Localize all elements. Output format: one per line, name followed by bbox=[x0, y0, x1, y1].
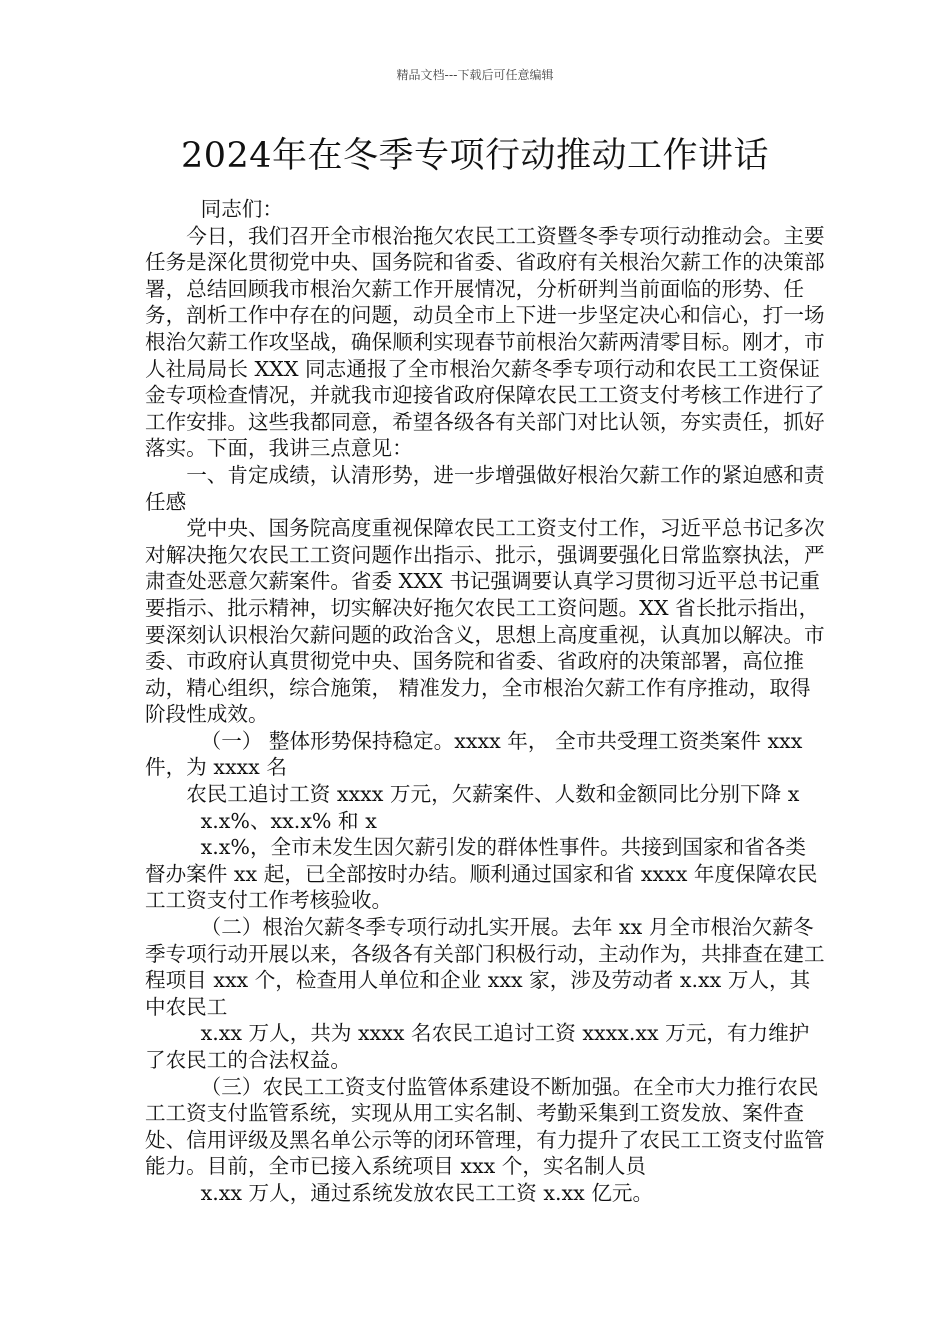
paragraph-background: 党中央、国务院高度重视保障农民工工资支付工作，习近平总书记多次对解决拖欠农民工工资问题作出指示、批示，强调要强化日常监察执法，严肃查处恶意欠薪案件。省委 XXX 书记强调要认真学习贯彻习近平总书记重要指示、批示精神，切实解决好拖欠农民工工资问题。XX 省长批示指出，要深刻认识根治欠薪问题的政治含义，思想上高度重视，认真加以解决。市委、市政府认真贯彻党中央、国务院和省委、省政府的决策部署，高位推动，精心组织，综合施策， 精准发力，全市根治欠薪工作有序推动，取得阶段性成效。 bbox=[145, 516, 825, 727]
paragraph-fragment: x.x%，全市未发生因欠薪引发的群体性事件。共接到国家和省各类督办案件 xx 起，已全部按时办结。顺利通过国家和省 xxxx 年度保障农民工工资支付工作考核验收。 bbox=[145, 835, 818, 913]
paragraph-fragment: 农民工追讨工资 xxxx 万元，欠薪案件、人数和金额同比分别下降 x bbox=[186, 782, 800, 807]
section-heading-1: 一、肯定成绩，认清形势，进一步增强做好根治欠薪工作的紧迫感和责任感 bbox=[145, 462, 825, 514]
page-header: 精品文档---下载后可任意编辑 bbox=[396, 68, 554, 82]
salutation: 同志们： bbox=[200, 197, 283, 221]
subsection-3: （三）农民工工资支付监管体系建设不断加强。在全市大力推行农民工工资支付监管系统，实现从用工实名制、考勤采集到工资发放、案件查处、信用评级及黑名单公示等的闭环管理，有力提升了农民工工资支付监管能力。目前，全市已接入系统项目 xxx 个，实名制人员 bbox=[145, 1074, 825, 1179]
paragraph-fragment: x.xx 万人，通过系统发放农民工工资 x.xx 亿元。 bbox=[200, 1180, 654, 1205]
document-body bbox=[145, 196, 825, 1207]
paragraph-intro: 今日，我们召开全市根治拖欠农民工工资暨冬季专项行动推动会。主要任务是深化贯彻党中央、国务院和省委、省政府有关根治欠薪工作的决策部署，总结回顾我市根治欠薪工作开展情况，分析研判当前面临的形势、任务，剖析工作中存在的问题，动员全市上下进一步坚定决心和信心，打一场根治欠薪工作攻坚战，确保顺利实现春节前根治欠薪两清零目标。刚才，市人社局局长 XXX 同志通报了全市根治欠薪冬季专项行动和农民工工资保证金专项检查情况，并就我市迎接省政府保障农民工工资支付考核工作进行了工作安排。这些我都同意，希望各级各有关部门对比认领，夯实责任，抓好落实。下面，我讲三点意见： bbox=[145, 223, 825, 461]
paragraph-fragment: x.x%、xx.x% 和 x bbox=[200, 808, 377, 833]
subsection-2: （二）根治欠薪冬季专项行动扎实开展。去年 xx 月全市根治欠薪冬季专项行动开展以来，各级各有关部门积极行动，主动作为，共排查在建工程项目 xxx 个，检查用人单位和企业 xxx 家，涉及劳动者 x.xx 万人，其中农民工 bbox=[145, 915, 825, 1019]
subsection-1: （一） 整体形势保持稳定。xxxx 年， 全市共受理工资类案件 xxx 件，为 xxxx 名 bbox=[145, 728, 803, 780]
document-title: 2024年在冬季专项行动推动工作讲话 bbox=[180, 136, 770, 176]
paragraph-fragment: x.xx 万人，共为 xxxx 名农民工追讨工资 xxxx.xx 万元，有力维护了农民工的合法权益。 bbox=[145, 1021, 810, 1072]
